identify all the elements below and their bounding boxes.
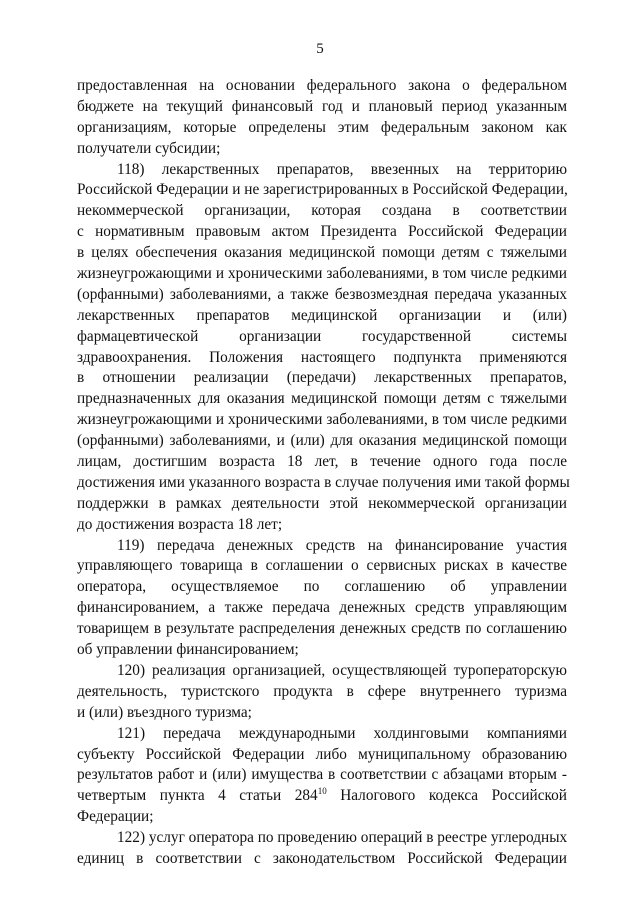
text-line-content: и (или) въездного туризма; [77, 703, 252, 721]
text-line [77, 807, 567, 828]
text-line [77, 368, 567, 389]
text-line-content: некоммерческой организации, которая создана в соответствии [77, 202, 567, 220]
text-line-content: 122) услуг оператора по проведению операций в реестре углеродных [117, 829, 568, 847]
text-line [77, 139, 567, 160]
text-line-content: лекарственных препаратов медицинской организации и (или) [77, 306, 567, 324]
page-number: 5 [316, 41, 324, 57]
text-line [77, 765, 567, 786]
text-line-content: Федерации; [77, 808, 154, 826]
text-line [77, 222, 567, 243]
text-line-content: товарищем в результате распределения денежных средств по соглашению [77, 620, 567, 638]
text-line-content: субъекту Российской Федерации либо муниципальному образованию [77, 745, 567, 763]
text-line-content: фармацевтической организации государственной системы [77, 327, 567, 345]
text-line-content: результатов работ и (или) имущества в соответствии с абзацами вторым - [77, 766, 567, 784]
text-line [77, 76, 567, 97]
text-line [77, 452, 567, 473]
text-line [77, 515, 567, 536]
text-line [77, 556, 567, 577]
text-line-content: (орфанными) заболеваниями, а также безвозмездная передача указанных [77, 285, 567, 303]
document-body [77, 76, 570, 870]
text-line [77, 389, 567, 410]
text-line-content: финансированием, а также передача денежных средств управляющим [77, 599, 567, 617]
text-line-content: бюджете на текущий финансовый год и плановый период указанным [77, 97, 567, 115]
text-line [77, 410, 567, 431]
text-line-content: достижения ими указанного возраста в случае получения ими такой формы [77, 473, 570, 491]
text-line-content: 119) передача денежных средств на финансирование участия [117, 536, 567, 554]
text-line-content: получатели субсидии; [77, 139, 221, 157]
text-line [77, 306, 567, 327]
text-line [77, 494, 567, 515]
text-line-content: (орфанными) заболеваниями, и (или) для оказания медицинской помощи [77, 432, 567, 450]
text-line-content: оператора, осуществляемое по соглашению об управлении [77, 578, 567, 596]
text-line [77, 640, 567, 661]
text-line [77, 703, 567, 724]
text-line-content: лицам, достигшим возраста 18 лет, в течение одного года после [77, 453, 567, 471]
text-line [77, 243, 567, 264]
text-line-content: с нормативным правовым актом Президента Российской Федерации [77, 223, 567, 241]
text-line-content: жизнеугрожающими и хроническими заболеваниями, в том числе редкими [77, 411, 567, 429]
text-line [77, 661, 567, 682]
text-line [77, 348, 567, 369]
text-line-content: 118) лекарственных препаратов, ввезенных на территорию [117, 160, 567, 178]
text-line-content: до достижения возраста 18 лет; [77, 515, 283, 533]
text-line [77, 327, 567, 348]
text-line-content: предоставленная на основании федерального закона о федеральном [77, 77, 567, 94]
text-line-content: единиц в соответствии с законодательством Российской Федерации [77, 849, 567, 867]
text-line-content: поддержки в рамках деятельности этой некоммерческой организации [77, 494, 567, 512]
text-line-continuation: Налогового кодекса Российской [326, 787, 567, 805]
text-line [77, 745, 567, 766]
text-line-content: организациям, которые определены этим федеральным законом как [77, 118, 567, 136]
text-line [77, 828, 567, 849]
text-line-content: об управлении финансированием; [77, 641, 299, 659]
text-line [77, 201, 567, 222]
text-line [77, 786, 567, 807]
text-line-content: 121) передача международными холдинговыми компаниями [117, 724, 567, 742]
text-line-content: 120) реализация организацией, осуществляющей туроператорскую [117, 661, 567, 679]
text-line [77, 160, 567, 181]
text-line [77, 536, 567, 557]
text-line [77, 473, 570, 494]
text-line [77, 849, 567, 870]
text-line-content: четвертым пункта 4 статьи 284 [77, 787, 318, 805]
text-line [77, 598, 567, 619]
text-line [77, 285, 567, 306]
text-line-content: в отношении реализации (передачи) лекарственных препаратов, [77, 369, 567, 387]
text-line [77, 577, 567, 598]
text-line-content: предназначенных для оказания медицинской помощи детям с тяжелыми [77, 390, 567, 408]
text-line-content: управляющего товарища в соглашении о сервисных рисках в качестве [77, 557, 567, 575]
superscript-number: 10 [317, 786, 327, 797]
text-line-content: Российской Федерации и не зарегистрированных в Российской Федерации, [77, 181, 568, 199]
text-line [77, 97, 567, 118]
text-line [77, 118, 567, 139]
text-line-content: здравоохранения. Положения настоящего подпункта применяются [77, 348, 567, 366]
text-line [77, 180, 567, 201]
text-line [77, 724, 567, 745]
text-line [77, 682, 567, 703]
text-line [77, 619, 567, 640]
text-line [77, 431, 567, 452]
text-line [77, 264, 567, 285]
text-line-content: в целях обеспечения оказания медицинской помощи детям с тяжелыми [77, 244, 567, 262]
text-line-content: деятельность, туристского продукта в сфере внутреннего туризма [77, 682, 567, 700]
text-line-content: жизнеугрожающими и хроническими заболеваниями, в том числе редкими [77, 265, 567, 283]
